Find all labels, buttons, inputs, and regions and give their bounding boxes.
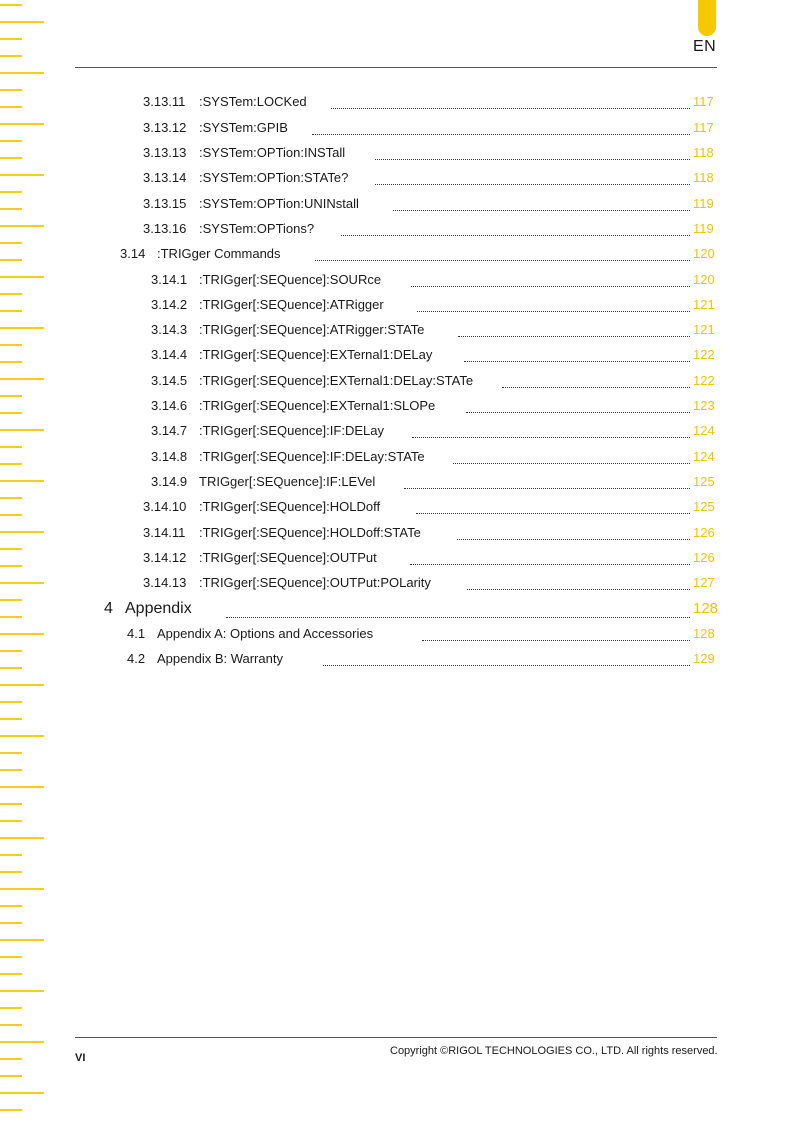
ruler-tick xyxy=(0,21,44,23)
ruler-tick xyxy=(0,922,22,924)
ruler-tick xyxy=(0,429,44,431)
toc-entry-page-number: 117 xyxy=(693,120,714,135)
ruler-tick xyxy=(0,616,22,618)
ruler-tick xyxy=(0,1041,44,1043)
toc-entry-page-number: 125 xyxy=(693,474,715,489)
ruler-tick xyxy=(0,650,22,652)
toc-entry-leader-dots xyxy=(315,259,690,261)
toc-entry-page-number: 120 xyxy=(693,246,715,261)
toc-entry-page-number: 119 xyxy=(693,221,714,236)
toc-entry-page-number: 123 xyxy=(693,398,715,413)
toc-entry-page-number: 126 xyxy=(693,525,715,540)
ruler-tick xyxy=(0,973,22,975)
footer-divider xyxy=(75,1037,717,1038)
toc-entry-leader-dots xyxy=(226,616,690,618)
toc-entry-page-number: 125 xyxy=(693,499,715,514)
ruler-tick xyxy=(0,599,22,601)
ruler-tick xyxy=(0,276,44,278)
ruler-tick xyxy=(0,191,22,193)
ruler-tick xyxy=(0,38,22,40)
toc-entry-number: 3.14.2 xyxy=(151,297,188,312)
header-divider xyxy=(75,67,717,68)
ruler-tick xyxy=(0,310,22,312)
toc-entry-title: :TRIGger[:SEQuence]:HOLDoff:STATe xyxy=(199,525,421,540)
toc-entry-leader-dots xyxy=(464,360,690,362)
toc-entry-title: :TRIGger[:SEQuence]:HOLDoff xyxy=(199,499,381,514)
toc-entry-title: :TRIGger[:SEQuence]:OUTPut:POLarity xyxy=(199,575,431,590)
toc-entry-number: 3.14.11 xyxy=(143,525,186,540)
toc-entry-leader-dots xyxy=(375,183,690,185)
toc-entry-page-number: 129 xyxy=(693,651,715,666)
ruler-tick xyxy=(0,769,22,771)
ruler-tick xyxy=(0,905,22,907)
toc-entry-leader-dots xyxy=(467,588,690,590)
ruler-tick xyxy=(0,956,22,958)
ruler-tick xyxy=(0,327,44,329)
ruler-tick xyxy=(0,208,22,210)
ruler-tick xyxy=(0,1109,22,1111)
ruler-tick xyxy=(0,582,44,584)
ruler-tick xyxy=(0,684,44,686)
toc-entry-leader-dots xyxy=(341,234,690,236)
ruler-tick xyxy=(0,174,44,176)
toc-entry-title: :TRIGger[:SEQuence]:SOURce xyxy=(199,272,382,287)
toc-entry-number: 3.14.12 xyxy=(143,550,187,565)
toc-entry-leader-dots xyxy=(375,158,690,160)
ruler-tick xyxy=(0,1092,44,1094)
toc-entry-leader-dots xyxy=(466,411,690,413)
ruler-tick xyxy=(0,1024,22,1026)
ruler-tick xyxy=(0,446,22,448)
ruler-tick xyxy=(0,344,22,346)
toc-entry-page-number: 127 xyxy=(693,575,715,590)
ruler-tick xyxy=(0,1058,22,1060)
ruler-tick xyxy=(0,735,44,737)
toc-entry-title: :SYSTem:LOCKed xyxy=(199,94,307,109)
toc-entry-page-number: 120 xyxy=(693,272,715,287)
ruler-tick xyxy=(0,990,44,992)
toc-entry-title: :SYSTem:OPTion:INSTall xyxy=(199,145,346,160)
toc-entry-number: 3.13.16 xyxy=(143,221,187,236)
toc-entry-page-number: 126 xyxy=(693,550,715,565)
ruler-tick xyxy=(0,378,44,380)
toc-entry-page-number: 121 xyxy=(693,322,715,337)
toc-entry-number: 3.14 xyxy=(120,246,146,261)
toc-entry-page-number: 118 xyxy=(693,170,714,185)
toc-entry-number: 3.14.5 xyxy=(151,373,188,388)
ruler-tick xyxy=(0,633,44,635)
toc-entry-leader-dots xyxy=(312,133,690,135)
toc-entry-number: 3.13.13 xyxy=(143,145,187,160)
toc-entry-number: 3.14.8 xyxy=(151,449,188,464)
toc-entry-leader-dots xyxy=(417,310,690,312)
toc-entry-number: 4.2 xyxy=(127,651,146,666)
toc-entry-title: :TRIGger[:SEQuence]:ATRigger:STATe xyxy=(199,322,425,337)
toc-entry-number: 3.14.3 xyxy=(151,322,188,337)
ruler-tick xyxy=(0,565,22,567)
toc-entry-page-number: 128 xyxy=(693,626,715,641)
ruler-tick xyxy=(0,871,22,873)
toc-entry-page-number: 124 xyxy=(693,449,715,464)
toc-entry-title: TRIGger[:SEQuence]:IF:LEVel xyxy=(199,474,376,489)
toc-entry-number: 3.14.1 xyxy=(151,272,188,287)
toc-entry-number: 3.14.7 xyxy=(151,423,188,438)
toc-entry-leader-dots xyxy=(410,563,690,565)
ruler-tick xyxy=(0,259,22,261)
ruler-tick xyxy=(0,89,22,91)
toc-entry-page-number: 122 xyxy=(693,373,715,388)
toc-entry-page-number: 118 xyxy=(693,145,714,160)
ruler-tick xyxy=(0,701,22,703)
ruler-tick xyxy=(0,531,44,533)
toc-entry-number: 3.13.15 xyxy=(143,196,187,211)
toc-entry-title: :TRIGger[:SEQuence]:ATRigger xyxy=(199,297,384,312)
copyright-notice: Copyright ©RIGOL TECHNOLOGIES CO., LTD. All rights reserved. xyxy=(390,1045,718,1057)
toc-entry-title: :TRIGger[:SEQuence]:IF:DELay xyxy=(199,423,384,438)
toc-entry-page-number: 122 xyxy=(693,347,715,362)
toc-entry-number: 3.13.11 xyxy=(143,94,186,109)
toc-entry-leader-dots xyxy=(502,386,690,388)
ruler-tick xyxy=(0,463,22,465)
ruler-tick xyxy=(0,480,44,482)
toc-entry-leader-dots xyxy=(393,209,690,211)
ruler-tick xyxy=(0,667,22,669)
toc-entry-page-number: 119 xyxy=(693,196,714,211)
toc-entry-page-number: 121 xyxy=(693,297,715,312)
ruler-tick xyxy=(0,803,22,805)
ruler-tick xyxy=(0,106,22,108)
ruler-tick xyxy=(0,497,22,499)
ruler-tick xyxy=(0,854,22,856)
ruler-tick xyxy=(0,939,44,941)
toc-entry-number: 3.13.14 xyxy=(143,170,187,185)
toc-entry-number: 3.14.4 xyxy=(151,347,188,362)
toc-entry-leader-dots xyxy=(457,538,690,540)
ruler-tick xyxy=(0,293,22,295)
ruler-tick xyxy=(0,786,44,788)
toc-entry-title: Appendix B: Warranty xyxy=(157,651,283,666)
toc-entry-number: 3.14.9 xyxy=(151,474,188,489)
toc-entry-page-number: 117 xyxy=(693,94,714,109)
ruler-tick xyxy=(0,55,22,57)
ruler-tick xyxy=(0,548,22,550)
toc-entry-leader-dots xyxy=(331,107,690,109)
toc-entry-page-number: 124 xyxy=(693,423,715,438)
ruler-tick xyxy=(0,1007,22,1009)
ruler-tick xyxy=(0,225,44,227)
toc-entry-title: :TRIGger[:SEQuence]:IF:DELay:STATe xyxy=(199,449,425,464)
toc-entry-title: :SYSTem:OPTion:STATe? xyxy=(199,170,349,185)
toc-entry-leader-dots xyxy=(323,664,690,666)
toc-entry-leader-dots xyxy=(416,512,690,514)
ruler-tick xyxy=(0,395,22,397)
toc-entry-title: :TRIGger[:SEQuence]:EXTernal1:SLOPe xyxy=(199,398,436,413)
ruler-tick xyxy=(0,4,22,6)
toc-entry-leader-dots xyxy=(411,285,690,287)
ruler-tick xyxy=(0,242,22,244)
ruler-tick xyxy=(0,718,22,720)
ruler-tick xyxy=(0,1075,22,1077)
toc-entry-title: :TRIGger[:SEQuence]:EXTernal1:DELay:STATe xyxy=(199,373,474,388)
ruler-tick xyxy=(0,157,22,159)
toc-entry-page-number: 128 xyxy=(693,600,719,617)
ruler-tick xyxy=(0,820,22,822)
ruler-tick xyxy=(0,123,44,125)
ruler-tick xyxy=(0,888,44,890)
toc-entry-leader-dots xyxy=(412,436,690,438)
ruler-tick xyxy=(0,72,44,74)
toc-entry-title: Appendix xyxy=(125,600,192,617)
ruler-tick xyxy=(0,412,22,414)
ruler-tick xyxy=(0,514,22,516)
toc-entry-title: :TRIGger Commands xyxy=(157,246,281,261)
toc-entry-number: 4.1 xyxy=(127,626,146,641)
toc-entry-title: :SYSTem:OPTion:UNINstall xyxy=(199,196,359,211)
toc-entry-title: :TRIGger[:SEQuence]:EXTernal1:DELay xyxy=(199,347,433,362)
toc-entry-leader-dots xyxy=(453,462,690,464)
ruler-tick xyxy=(0,752,22,754)
toc-entry-number: 3.14.6 xyxy=(151,398,188,413)
toc-entry-number: 3.14.10 xyxy=(143,499,187,514)
language-label: EN xyxy=(693,38,717,55)
ruler-tick xyxy=(0,837,44,839)
toc-entry-title: Appendix A: Options and Accessories xyxy=(157,626,374,641)
toc-entry-title: :TRIGger[:SEQuence]:OUTPut xyxy=(199,550,377,565)
language-tab-marker xyxy=(698,0,716,36)
page-folio: VI xyxy=(75,1052,86,1064)
toc-entry-number: 3.13.12 xyxy=(143,120,187,135)
toc-entry-title: :SYSTem:OPTions? xyxy=(199,221,315,236)
toc-entry-title: :SYSTem:GPIB xyxy=(199,120,288,135)
toc-entry-leader-dots xyxy=(458,335,690,337)
toc-entry-leader-dots xyxy=(404,487,690,489)
ruler-tick xyxy=(0,140,22,142)
ruler-tick xyxy=(0,361,22,363)
toc-entry-number: 3.14.13 xyxy=(143,575,187,590)
toc-entry-number: 4 xyxy=(104,600,113,617)
toc-entry-leader-dots xyxy=(422,639,690,641)
edge-ruler-decoration xyxy=(0,0,46,1122)
